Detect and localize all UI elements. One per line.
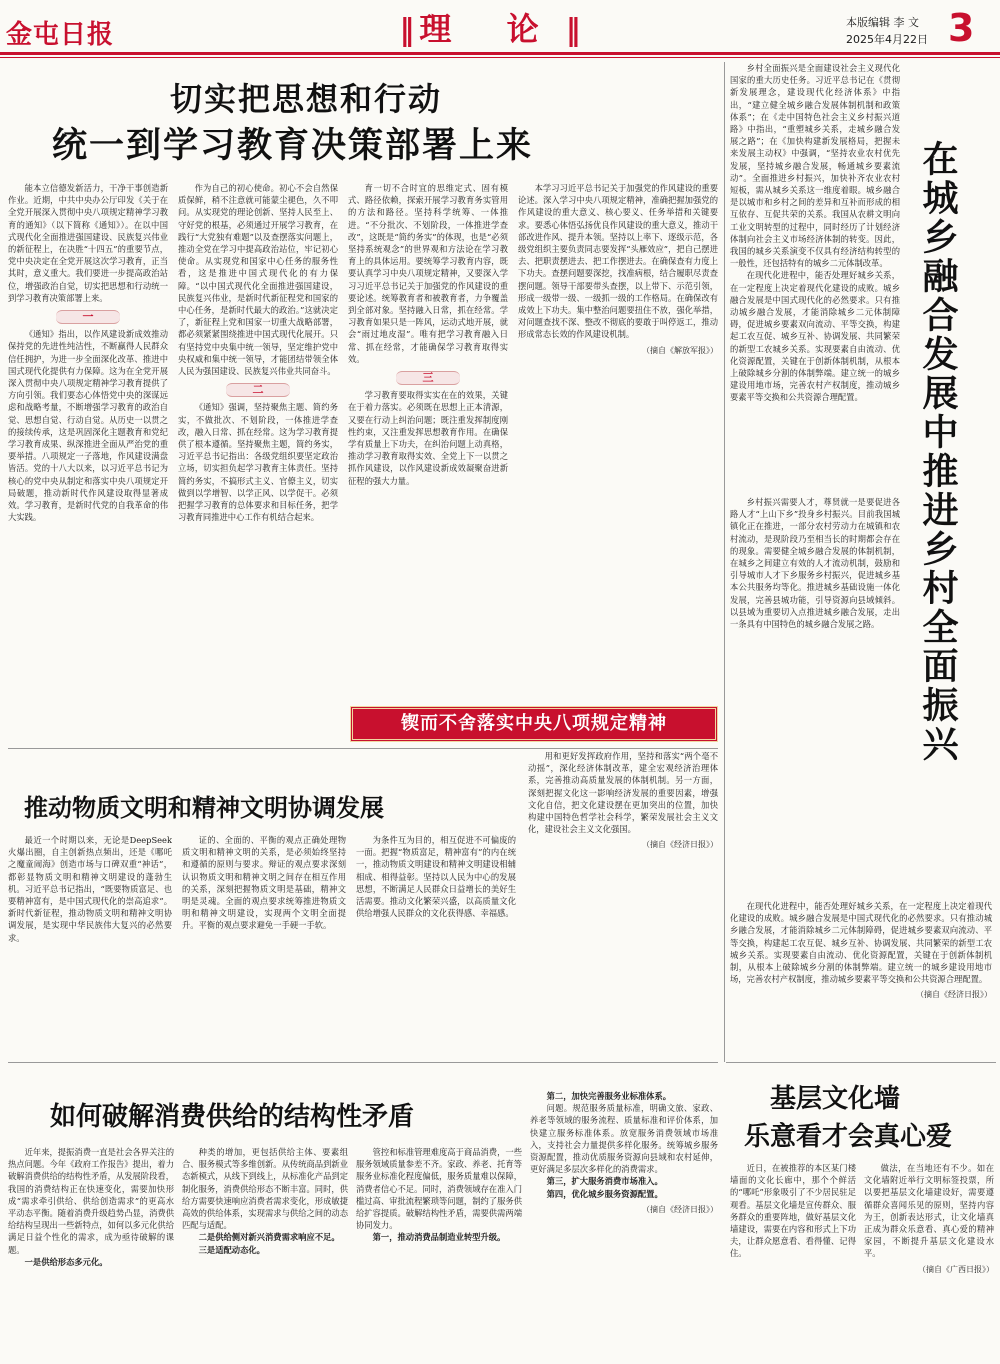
civ-article-column-2 (182, 834, 346, 1044)
con-article-column-3 (356, 1146, 522, 1358)
page-number: 3 (948, 6, 975, 50)
consumption-source: （摘自《经济日报》） (642, 1204, 718, 1214)
paragraph: 用和更好发挥政府作用，坚持和落实“两个毫不动摇”，深化经济体制改革，建全宏观经济治理体系，完善推动高质量发展的体制机制。另一方面，深刻把握文化这一影响经济发展的重要因素，增强文化自信，把文化建设摆在更加突出的位置，加快构建中国特色哲学社会科学，繁荣发展社会主义文化，建设社会主义文化强国。 (528, 751, 718, 835)
section-bar-right: ‖ (565, 13, 581, 48)
divider-consumption (8, 1062, 718, 1063)
rural-article-column-2 (730, 496, 900, 896)
highlight: 三是适配动态化。 (198, 1244, 265, 1255)
section-tag (390, 8, 590, 50)
banner (350, 706, 718, 742)
paragraph: 《通知》指出，以作风建设新成效推动保持党的先进性纯洁性，不断赢得人民群众信任拥护，为进一步全面深化改革、推进中国式现代化提供有力保障。这为在全党开展深入贯彻中央八项规定精神学习教育提供了方向引领。我们要态心体悟党中央的深谋远虑和战略考量，不断增强学习教育的政治自觉、思想自觉、行动自觉。从历史一以贯之的接续传承，这是巩固深化主题教育和党纪学习教育成果、纵深推进全面从严治党的重要举措。八项规定一子落地，作风建设满盘皆活。党的十八大以来，以习近平总书记为核心的党中央从制定和落实中央八项规定开局破题，推动新时代作风建设取得显著成效。学习教育，是新时代党的自我革命的伟大实践。 (8, 329, 168, 523)
con-article-column-4 (530, 1090, 718, 1358)
paragraph: 做法，在当地还有不少。如在文化墙附近举行文明标签投票，所以要把基层文化墙建设好，需要遵循群众喜闻乐见的原则，坚持内容为王，创新表达形式，让文化墙真正成为群众乐意看、真心爱的精神家园，不断提升基层文化建设水平。 (864, 1163, 994, 1259)
civilization-source: （摘自《经济日报》） (642, 840, 718, 850)
civ-article-column-3 (356, 834, 516, 1044)
divider-right (724, 62, 725, 1062)
paragraph: 乡村振兴需要人才，尊贤就一是要促进各路人才“上山下乡”投身乡村振兴。目前我国城镇化正在推进，一部分农村劳动力在城镇和农村流动，是现阶段乃至相当长的时期都会存在的现象。需要健全城乡融合发展的体制机制，在城乡之间建立有效的人才流动机制，鼓励和引导城市人才下乡服务乡村振兴，促进城乡基本公共服务均等化。推进城乡基础设施一体化发展，完善县城功能，引导资源向县域倾斜。以县域为重要切入点推进城乡融合发展，走出一条具有中国特色的城乡融合发展之路。 (730, 497, 900, 630)
culture-wall-source: （摘自《广西日报》） (918, 1264, 994, 1274)
wall-article-column-1 (730, 1162, 856, 1358)
rural-title (912, 140, 972, 840)
highlight: 第二，加快完善服务业标准体系。 (546, 1091, 672, 1101)
paragraph: 为条件互为目的，相互促进不可偏废的一面。把握“物质富足，精神富有”的内在统一，推动物质文明建设和精神文明建设相辅相成、相得益彰。坚持以人民为中心的发展思想，不断满足人民群众日益增长的美好生活需要。推动文化繁荣兴盛，以高质量文化供给增强人民群众的文化获得感、幸福感。 (356, 835, 516, 919)
highlight: 一是供给形态多元化。 (24, 1256, 108, 1267)
section-marker-1: 一 (8, 310, 168, 324)
paragraph: 证的、全面的、平衡的观点正确处理物质文明和精神文明的关系，是必须始终坚持和遵循的原则与要求。辩证的观点要求深刻认识物质文明和精神文明之间存在相互作用的关系，深刻把握物质文明是基础，精神文明是灵魂。全面的观点要求统筹推进物质文明和精神文明建设，实现两个文明全面提升。平衡的观点要求避免一手硬一手软。 (182, 835, 346, 931)
rural-article-column-3 (730, 900, 992, 1060)
section-marker-2: 二 (178, 383, 338, 397)
highlight: 第三，扩大服务消费市场准入。 (546, 1176, 663, 1187)
masthead-rule (0, 52, 1000, 55)
masthead-logo: 金屯日报 (6, 20, 115, 50)
paragraph: 能本立信德发新活力，干净干事创造新作业。近期，中共中央办公厅印发《关于在全党开展深入贯彻中央八项规定精神学习教育的通知》（以下简称《通知》）。在以中国式现代化全面推进强国建设、民族复兴伟业的新征程上，在决胜“十四五”的重要节点，党中央决定在全党开展这次学习教育，正当其时，意义重大。我们要进一步提高政治站位，增强政治自觉，切实把思想和行动统一到学习教育决策部署上来。 (8, 183, 168, 303)
main-source: （摘自《解放军报》） (642, 345, 718, 355)
paragraph: 《通知》强调，坚持聚焦主题、简约务实，不做批次、不划阶段，一体推进学查改，融入日常、抓在经常。这为学习教育提供了根本遵循。坚持聚焦主题，简约务实，习近平总书记指出：各级党组织要坚定政治立场，切实担负起学习教育主体责任。坚持简约务实，不搞形式主义、官僚主义，切实做到以学增智、以学正风、以学促干。必须把握学习教育的总体要求和目标任务，把学习教育同推进中心工作有机结合起来。 (178, 402, 338, 523)
main-article-column-4 (518, 182, 718, 682)
paragraph: 学习教育要取得实实在在的效果，关键在于着力落实。必须既在思想上正本清源，又要在行动上纠治问题；既注重发挥制度刚性约束，又注重发挥思想教育作用。在确保学有质量上下功夫，在纠治问题上动真格，推动学习教育取得实效、全党上下一以贯之抓作风建设，以作风建设新成效凝聚奋进新征程的强大力量。 (348, 390, 508, 486)
consumption-title: 如何破解消费供给的结构性矛盾 (50, 1102, 415, 1132)
culture-wall-title-line2: 乐意看才会真心爱 (744, 1122, 953, 1152)
section-title: 理 论 (419, 10, 561, 48)
paragraph: 乡村全面振兴是全面建设社会主义现代化国家的重大历史任务。习近平总书记在《贯彻新发展理念，建设现代化经济体系》中指出，“建立健全城乡融合发展体制机制和政策体系”；在《走中国特色社会主义乡村振兴道路》中指出，“重塑城乡关系，走城乡融合发展之路”；在《加快构建新发展格局，把握未来发展主动权》中强调，“坚持农业农村优先发展，坚持城乡融合发展，畅通城乡要素流动”。全面推进乡村振兴，加快补齐农业农村短板，需从城乡关系这一维度着眼。城乡融合是以城市和乡村之间的差异和互补而形成的相互依存、互促共荣的关系。我国从农耕文明向工业文明转型的过程中，同时经历了计划经济体制向社会主义市场经济体制的转变。因此，我国的城乡关系演变不仅具有经济结构转型的一般性，还包括特有的城乡二元体制改革。 (730, 63, 900, 269)
paragraph: 近日，在被推荐的本区某门楼墙面的文化长廊中，那个个鲜活的“哪吒”形象吸引了不少居民驻足观看。基层文化墙是宣传群众、服务群众的重要阵地，做好基层文化墙建设，需要在内容和形式上下功夫，让群众愿意看、看得懂、记得住。 (730, 1163, 856, 1259)
civ-article-column-1 (8, 834, 172, 1044)
paragraph: 育一切不合时宜的思维定式、固有模式、路径依赖，探索开展学习教育务实管用的方法和路径。坚持科学统筹、一体推进。“不分批次、不划阶段，一体推进学查改”，这既是“简约务实”的体现，也是“必须坚持系统观念”的世界观和方法论在学习教育上的具体运用。要统筹学习教育内容，既要认真学习中央八项规定精神，又要深入学习习近平总书记关于加强党的作风建设的重要论述。统筹教育者和被教育者，力争覆盖到全部对象。坚持融入日常，抓在经常。学习教育如果只是一阵风，运动式地开展，就会“雨过地皮湿”。唯有把学习教育融入日常、抓在经常，才能确保学习教育取得实效。 (348, 183, 508, 364)
highlight: 二是供给侧对新兴消费需求响应不足。 (198, 1232, 340, 1243)
section-marker-3: 三 (348, 371, 508, 385)
paragraph: 本学习习近平总书记关于加强党的作风建设的重要论述。深入学习中央八项规定精神，准确把握加强党的作风建设的重大意义、核心要义、任务举措和关键要求。要悉心体悟弘扬优良作风建设的重大意义，推动干部改进作风、提升本领。坚持以上率下、逐级示范，各级党组织主要负责同志要发挥“头雁效应”，把自己摆进去、把职责摆进去、把工作摆进去。在确保查有力度上下功夫。查摆问题要深挖，找准病根，结合履职尽责查摆问题。领导干部要带头查摆，以上带下、示范引领，形成一级带一级、一级抓一级的工作格局。在确保改有成效上下功夫。集中整治问题要扭住不放，强化举措，对问题查找不深、整改不彻底的要敢于叫停返工，推动形成常态长效的作风建设机制。 (518, 183, 718, 340)
culture-wall-title-line1: 基层文化墙 (770, 1084, 901, 1114)
masthead-rule-thin (0, 57, 1000, 58)
issue-date: 2025年4月22日 (846, 33, 928, 46)
con-article-column-2 (182, 1146, 348, 1358)
highlight: 第四，优化城乡服务资源配置。 (546, 1188, 663, 1199)
rural-article-column-1 (730, 62, 900, 492)
editor-line: 本版编辑 李 文 (846, 16, 919, 29)
civilization-title: 推动物质文明和精神文明协调发展 (24, 794, 384, 822)
paragraph: 最近一个时期以来，无论是DeepSeek火爆出圈，自主创新热点频出，还是《哪吒之魔童闹海》创造市场与口碑双重“神话”，都彰显物质文明和精神文明建设的蓬勃生机。习近平总书记指出，“既要物质富足、也要精神富有，是中国式现代化的崇高追求”。新时代新征程，推动物质文明和精神文明协调发展，是实现中华民族伟大复兴的必然要求。 (8, 835, 172, 943)
paragraph: 近年来，提振消费一直是社会各界关注的热点问题。今年《政府工作报告》提出，着力破解消费供给的结构性矛盾，从发展阶段看，我国的消费结构正在快速变化，需要加快形成“需求牵引供给、供给创造需求”的更高水平动态平衡。随着消费升级趋势凸显，消费供给结构呈现出一些新特点，如何以多元化供给满足日益个性化的需求，成为亟待破解的课题。 (8, 1147, 174, 1255)
main-title-line1: 切实把思想和行动 (170, 80, 443, 118)
paragraph: 在现代化进程中，能否处理好城乡关系，在一定程度上决定着现代化建设的成败。城乡融合发展是中国式现代化的必然要求。只有推动城乡融合发展，才能消除城乡二元体制障碍，促进城乡要素双向流动、平等交换，构建起工农互促、城乡互补、协调发展、共同繁荣的新型工农城乡关系。实现要素自由流动、优化资源配置，关键在于创新体制机制，从根本上破除城乡分割的体制弊端。建立统一的城乡建设用地市场，完善农村产权制度，推动城乡要素平等交换和公共资源合理配置。 (730, 270, 900, 403)
paragraph: 作为自己的初心使命。初心不会自然保质保鲜，稍不注意就可能蒙尘褪色，久不叩问。从实现党的理论创新、坚持人民至上、守好党的根基，必须通过开展学习教育，在践行“大党独有难题”以及查摆落实问题上，推动全党在学习中提高政治站位，牢记初心使命。从实现党和国家中心任务的服务性看，这是推进中国式现代化的有力保障。“以中国式现代化全面推进强国建设，民族复兴伟业，是新时代新征程党和国家的中心任务，是新时代最大的政治。”这就决定了，新征程上党和国家一切重大战略部署，都必须紧紧围绕推进中国式现代化展开。只有坚持党中央集中统一领导，坚定维护党中央权威和集中统一领导，才能团结带领全体人民为强国建设、民族复兴伟业共同奋斗。 (178, 183, 338, 377)
con-article-column-1 (8, 1146, 174, 1358)
highlight: 第一，推动消费品制造业转型升级。 (372, 1232, 506, 1243)
rural-source: （摘自《经济日报》） (916, 990, 992, 1000)
wall-article-column-2 (864, 1162, 994, 1358)
section-bar-left: ‖ (399, 13, 415, 48)
paragraph: 管控和标准管理难度高于商品消费，一些服务领域质量参差不齐。家政、养老、托育等服务业标准化程度偏低，服务质量难以保障，消费者信心不足。同时，消费领域存在准入门槛过高、审批流程繁琐等问题，制约了服务供给扩容提质。破解结构性矛盾，需要供需两端协同发力。 (356, 1147, 522, 1231)
rural-title-text: 在城乡融合发展中推进乡村全面振兴 (917, 140, 958, 764)
banner-text: 锲而不舍落实中央八项规定精神 (401, 713, 667, 734)
civ-article-column-4 (528, 750, 718, 1044)
main-title-line2: 统一到学习教育决策部署上来 (52, 126, 534, 166)
paragraph: 在现代化进程中，能否处理好城乡关系，在一定程度上决定着现代化建设的成败。城乡融合发展是中国式现代化的必然要求。只有推动城乡融合发展，才能消除城乡二元体制障碍，促进城乡要素双向流动、平等交换，构建起工农互促、城乡互补、协调发展、共同繁荣的新型工农城乡关系。实现要素自由流动、优化资源配置，关键在于创新体制机制，从根本上破除城乡分割的体制弊端。建立统一的城乡建设用地市场，完善农村产权制度，推动城乡要素平等交换和公共资源合理配置。 (730, 901, 992, 985)
main-article-column-3 (348, 182, 508, 682)
divider-culture-wall (726, 1062, 996, 1063)
divider-civilization (8, 748, 718, 749)
paragraph: 种类的增加，更包括供给主体、要素组合、服务模式等多维创新。从传统商品到新业态新模式，从线下到线上，从标准化产品到定制化服务，消费供给形态不断丰富。同时，供给方需要快速响应消费者需求变化，形成敏捷高效的供给体系，实现需求与供给之间的动态匹配与适配。 (182, 1147, 348, 1231)
paragraph: 问题。规范服务质量标准，明确文旅、家政、养老等领域的服务流程、质量标准和评价体系，加快建立服务标准体系。放宽服务消费领域市场准入，支持社会力量提供多样化服务。统筹城乡服务资源配置，推动优质服务资源向县域和农村延伸，更好满足多层次多样化的消费需求。 (530, 1103, 718, 1175)
